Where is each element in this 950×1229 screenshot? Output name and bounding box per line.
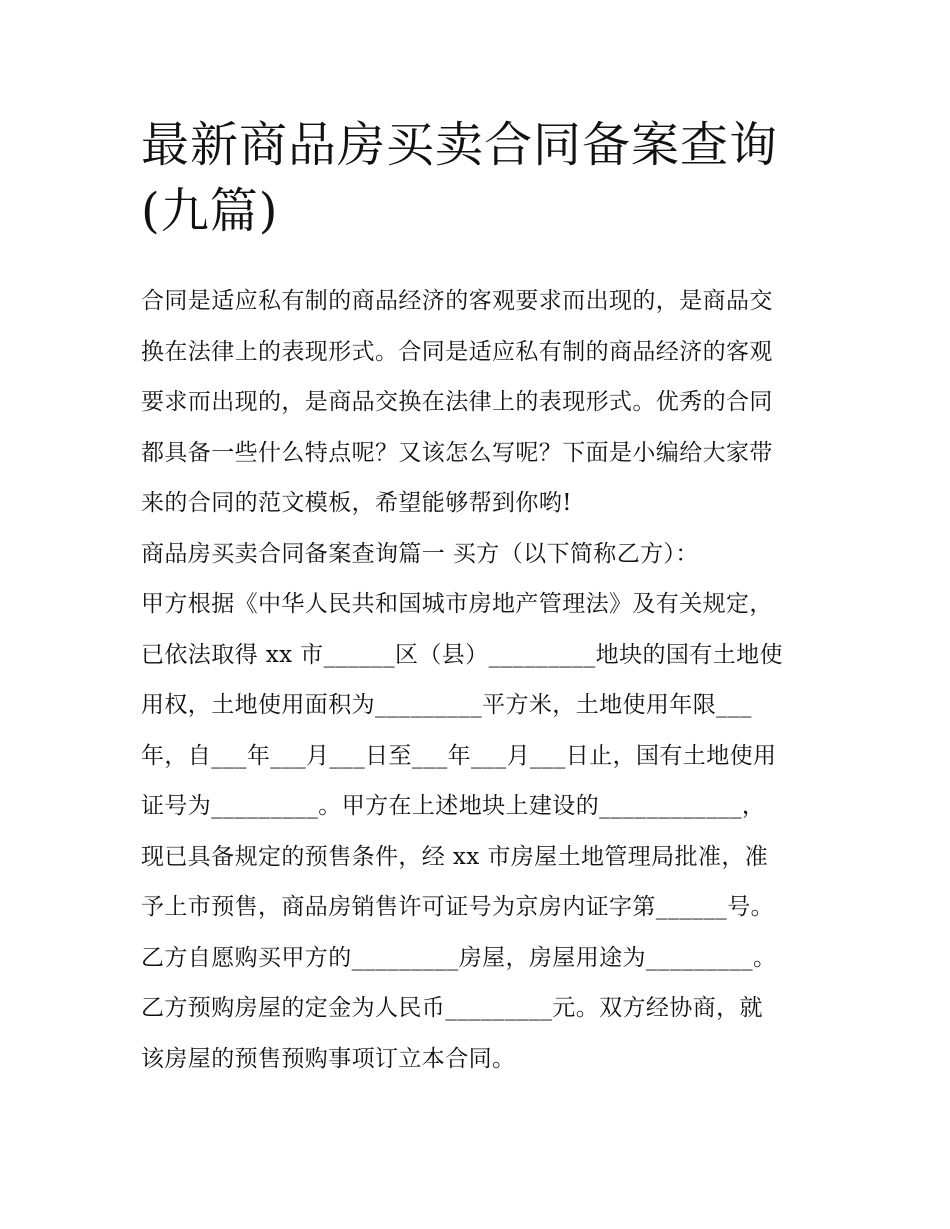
document-body	[141, 276, 821, 1084]
body-line: 乙方预购房屋的定金为人民币_________元。双方经协商，就	[141, 995, 763, 1021]
body-line: 已依法取得 xx 市______区（县）_________地块的国有土地使	[141, 641, 783, 668]
body-line: 来的合同的范文模板，希望能够帮到你哟!	[141, 490, 572, 516]
body-line: 该房屋的预售预购事项订立本合同。	[141, 1045, 516, 1072]
body-line: 甲方根据《中华人民共和国城市房地产管理法》及有关规定，	[141, 591, 773, 617]
title-line: 最新商品房买卖合同备案查询	[141, 117, 779, 173]
body-line: 现已具备规定的预售条件，经 xx 市房屋土地管理局批准，准	[141, 843, 769, 870]
body-line: 乙方自愿购买甲方的_________房屋，房屋用途为_________。	[141, 944, 777, 971]
section-heading-line: 商品房买卖合同备案查询篇一 买方（以下简称乙方）：	[141, 540, 699, 567]
body-line: 换在法律上的表现形式。合同是适应私有制的商品经济的客观	[141, 338, 773, 365]
body-line: 年，自___年___月___日至___年___月___日止，国有土地使用	[141, 742, 777, 769]
body-line: 都具备一些什么特点呢？又该怎么写呢？下面是小编给大家带	[141, 439, 773, 466]
body-line: 要求而出现的，是商品交换在法律上的表现形式。优秀的合同	[141, 389, 773, 415]
title-line: (九篇)	[141, 183, 279, 239]
body-line: 合同是适应私有制的商品经济的客观要求而出现的，是商品交	[141, 288, 773, 314]
body-line: 证号为_________。甲方在上述地块上建设的____________，	[141, 793, 766, 819]
document-title	[141, 112, 821, 244]
body-line: 用权，土地使用面积为_________平方米，土地使用年限___	[141, 692, 752, 718]
body-line: 予上市预售，商品房销售许可证号为京房内证字第______号。	[141, 894, 774, 920]
